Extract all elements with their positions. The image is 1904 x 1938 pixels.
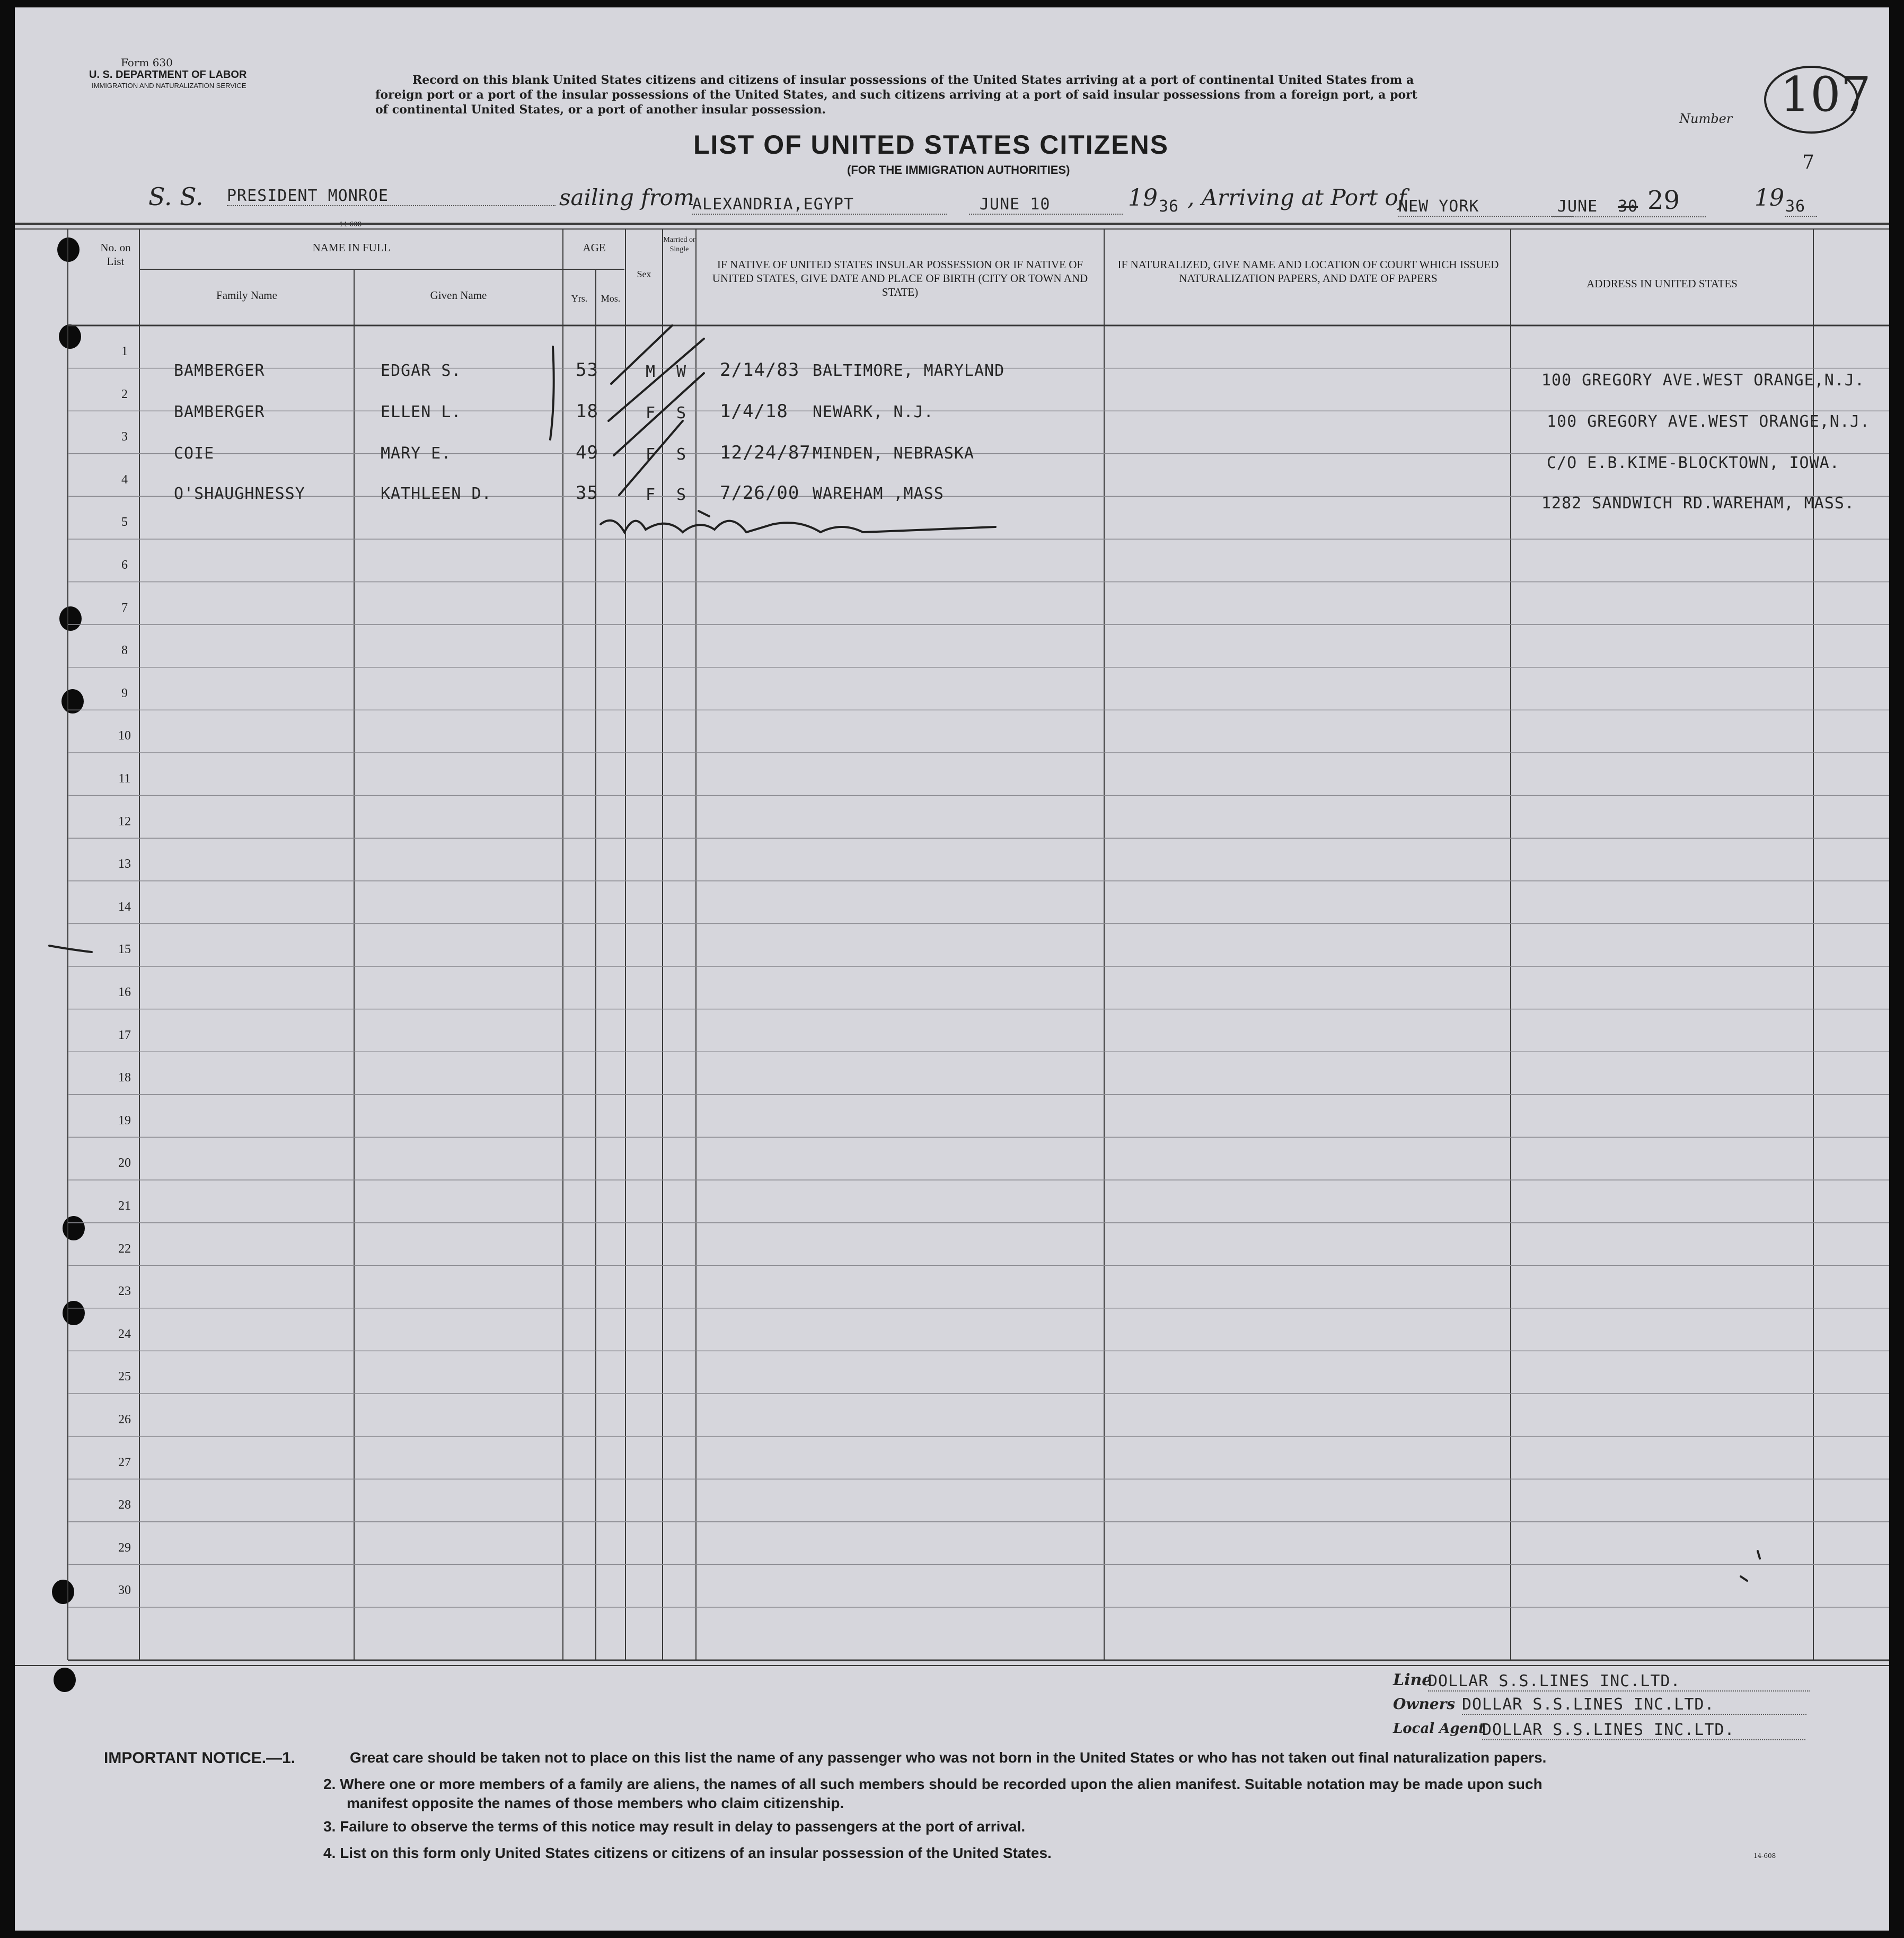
row-number: 30	[118, 1583, 131, 1598]
arrival-month: JUNE	[1557, 197, 1598, 216]
list-title: LIST OF UNITED STATES CITIZENS	[693, 130, 1169, 160]
given-name-cell: ELLEN L.	[381, 403, 462, 421]
given-name-cell: EDGAR S.	[381, 362, 462, 380]
list-subtitle: (FOR THE IMMIGRATION AUTHORITIES)	[847, 163, 1070, 177]
notice-2: 2. Where one or more members of a family are aliens, the names of all such members should be recorded upon the alien manifest. Suitable notation may be made upon such	[323, 1776, 1542, 1792]
col-naturalized: IF NATURALIZED, GIVE NAME AND LOCATION OF COURT WHICH ISSUED NATURALIZATION PAPERS, AND DATE OF PAPERS	[1117, 258, 1499, 285]
row-number: 21	[118, 1199, 131, 1213]
address-cell: 1282 SANDWICH RD.WAREHAM, MASS.	[1541, 494, 1855, 513]
owners-label: Owners	[1393, 1695, 1456, 1713]
row-number: 25	[118, 1370, 131, 1384]
family-name-cell: O'SHAUGHNESSY	[174, 484, 305, 503]
status-cell: W	[676, 363, 687, 381]
row-number: 2	[121, 387, 128, 401]
row-number: 14	[118, 900, 131, 914]
arriving-label: , Arriving at Port of	[1187, 184, 1407, 210]
arrival-year: 36	[1785, 197, 1817, 217]
sex-cell: M	[646, 363, 656, 381]
row-number: 26	[118, 1413, 131, 1426]
age-cell: 49	[576, 442, 598, 463]
line-value: DOLLAR S.S.LINES INC.LTD.	[1428, 1672, 1810, 1692]
birth-place-cell: NEWARK, N.J.	[813, 403, 934, 421]
status-cell: S	[676, 404, 687, 422]
status-cell: S	[676, 445, 687, 464]
address-cell: 100 GREGORY AVE.WEST ORANGE,N.J.	[1541, 371, 1865, 390]
birth-place-cell: BALTIMORE, MARYLAND	[813, 362, 1005, 380]
row-number: 17	[118, 1028, 131, 1042]
row-number: 29	[118, 1540, 131, 1555]
row-number: 24	[118, 1327, 131, 1341]
arrival-day: 29	[1647, 186, 1680, 215]
sail-year-prefix: 19	[1128, 184, 1158, 212]
birth-date-cell: 12/24/87	[720, 442, 811, 463]
number-label: Number	[1679, 111, 1733, 126]
age-cell: 35	[576, 482, 598, 504]
sex-cell: F	[646, 404, 656, 422]
row-number: 16	[118, 985, 131, 999]
col-married: Married or Single	[663, 236, 695, 253]
sailing-label: sailing from	[559, 184, 694, 210]
from-port: ALEXANDRIA,EGYPT	[692, 195, 947, 215]
family-name-cell: COIE	[174, 444, 215, 463]
page-mark: 7	[1802, 152, 1814, 173]
family-name-cell: BAMBERGER	[174, 403, 265, 421]
address-cell: C/O E.B.KIME-BLOCKTOWN, IOWA.	[1547, 454, 1840, 472]
row-number: 28	[118, 1498, 131, 1512]
sex-cell: F	[646, 486, 656, 504]
col-address: ADDRESS IN UNITED STATES	[1586, 277, 1738, 290]
col-birth: IF NATIVE OF UNITED STATES INSULAR POSSESSION OR IF NATIVE OF UNITED STATES, GIVE DATE AND PLACE OF BIRTH (CITY OR TOWN AND STATE)	[712, 258, 1088, 298]
col-sex: Sex	[637, 269, 651, 279]
birth-place-cell: MINDEN, NEBRASKA	[813, 444, 974, 463]
instruction-line-3: of continental United States, or a port of another insular possession.	[375, 103, 826, 117]
ship-name: PRESIDENT MONROE	[227, 187, 556, 206]
row-number: 18	[118, 1071, 131, 1085]
row-number: 12	[118, 814, 131, 829]
owners-value: DOLLAR S.S.LINES INC.LTD.	[1462, 1695, 1806, 1715]
family-name-cell: BAMBERGER	[174, 362, 265, 380]
agent-label: Local Agent	[1393, 1721, 1485, 1737]
instruction-line-2: foreign port or a port of the insular possessions of the United States, and such citizens arriving at a port of said insular possessions from a foreign port, a port	[375, 88, 1417, 102]
notice-4: 4. List on this form only United States citizens or citizens of an insular possession of the United States.	[323, 1845, 1052, 1861]
handwritten-marks	[15, 7, 1889, 1931]
printer-code: 14-608	[339, 221, 362, 228]
col-name-in-full: NAME IN FULL	[312, 241, 391, 254]
status-cell: S	[676, 486, 687, 504]
col-yrs: Yrs.	[571, 293, 588, 304]
number-value: 107	[1780, 67, 1871, 122]
instruction-line-1: Record on this blank United States citizens and citizens of insular possessions of the United States arriving at a port of continental United States from a	[412, 73, 1414, 87]
row-number: 13	[118, 857, 131, 871]
ss-label: S. S.	[148, 182, 204, 211]
birth-date-cell: 1/4/18	[720, 401, 788, 422]
col-given-name: Given Name	[430, 289, 487, 302]
row-number: 27	[118, 1455, 131, 1469]
row-number: 19	[118, 1113, 131, 1127]
row-number: 8	[121, 644, 128, 658]
row-number: 10	[118, 729, 131, 743]
birth-date-cell: 2/14/83	[720, 359, 800, 381]
notice-2-cont: manifest opposite the names of those members who claim citizenship.	[347, 1795, 844, 1811]
address-cell: 100 GREGORY AVE.WEST ORANGE,N.J.	[1547, 412, 1870, 431]
row-number: 11	[118, 772, 131, 786]
col-family-name: Family Name	[216, 289, 277, 302]
col-mos: Mos.	[601, 293, 621, 304]
row-number: 6	[121, 558, 128, 572]
agent-value: DOLLAR S.S.LINES INC.LTD.	[1482, 1721, 1805, 1740]
arrival-port: NEW YORK	[1398, 197, 1573, 217]
age-cell: 18	[576, 401, 598, 422]
sail-date: JUNE 10	[969, 195, 1123, 215]
service: IMMIGRATION AND NATURALIZATION SERVICE	[92, 82, 246, 90]
col-age: AGE	[583, 241, 606, 254]
row-number: 20	[118, 1156, 131, 1170]
row-number: 5	[121, 515, 128, 530]
notice-1: Great care should be taken not to place on this list the name of any passenger who was not born in the United States or who has not taken out final naturalization papers.	[350, 1749, 1547, 1766]
form-number: Form 630	[121, 56, 173, 69]
birth-place-cell: WAREHAM ,MASS	[813, 484, 944, 503]
notice-3: 3. Failure to observe the terms of this notice may result in delay to passengers at the port of arrival.	[323, 1818, 1026, 1835]
row-number: 22	[118, 1241, 131, 1256]
row-number: 15	[118, 942, 131, 957]
row-number: 7	[121, 601, 128, 615]
notice-title: IMPORTANT NOTICE.—1.	[104, 1749, 296, 1767]
bottom-code: 14-608	[1753, 1852, 1776, 1860]
age-cell: 53	[576, 359, 598, 381]
row-number: 3	[121, 430, 128, 444]
row-number: 1	[121, 345, 128, 358]
birth-date-cell: 7/26/00	[720, 482, 800, 504]
sail-year: 36	[1159, 197, 1179, 216]
given-name-cell: KATHLEEN D.	[381, 484, 492, 503]
given-name-cell: MARY E.	[381, 444, 452, 463]
arrival-day-struck: 30	[1618, 197, 1638, 216]
row-number: 9	[121, 686, 128, 700]
department: U. S. DEPARTMENT OF LABOR	[89, 69, 247, 81]
row-number: 4	[121, 472, 128, 487]
line-label: Line	[1393, 1671, 1432, 1689]
col-no: No. on List	[100, 241, 131, 268]
sex-cell: F	[646, 445, 656, 464]
arrival-year-prefix: 19	[1755, 184, 1784, 212]
manifest-sheet	[15, 7, 1889, 1931]
row-number: 23	[118, 1284, 131, 1299]
